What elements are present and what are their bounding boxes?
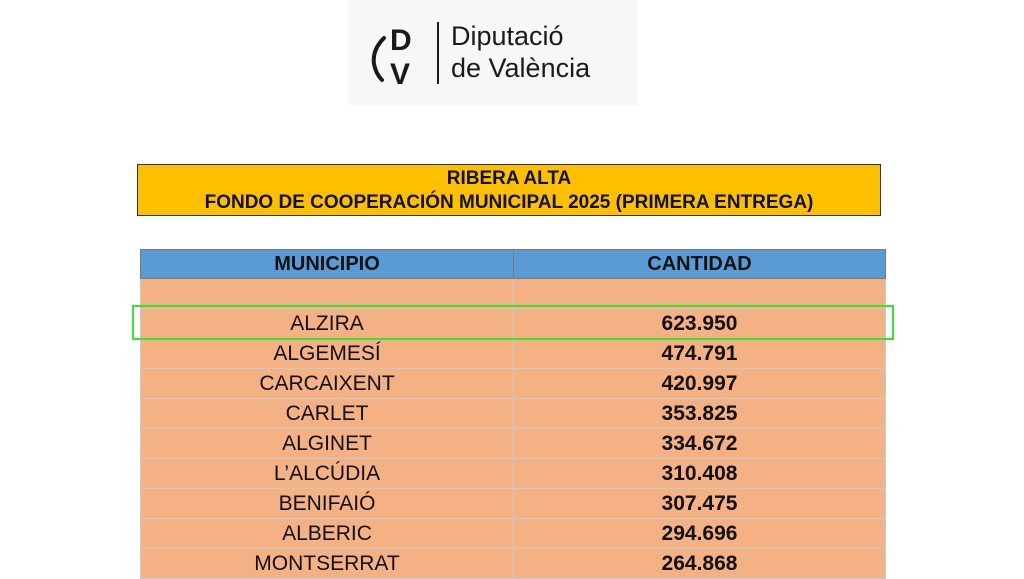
- cell-municipio: BENIFAIÓ: [141, 489, 514, 519]
- table-row: [141, 279, 886, 309]
- cell-municipio: CARCAIXENT: [141, 369, 514, 399]
- column-header-cantidad: CANTIDAD: [514, 250, 886, 279]
- cell-municipio: ALGINET: [141, 429, 514, 459]
- table-row: [141, 429, 886, 459]
- cell-cantidad: 334.672: [514, 429, 886, 459]
- table-row: [141, 549, 886, 579]
- document-title-box: [137, 164, 881, 216]
- cell-cantidad: [514, 279, 886, 309]
- table-row: [141, 339, 886, 369]
- table-header-row: [141, 250, 886, 279]
- cell-cantidad: 474.791: [514, 339, 886, 369]
- table-row: [141, 369, 886, 399]
- column-header-municipio: MUNICIPIO: [141, 250, 514, 279]
- cell-cantidad: 623.950: [514, 309, 886, 339]
- cell-municipio: ALBERIC: [141, 519, 514, 549]
- table-row: [141, 519, 886, 549]
- logo-line-1: Diputació: [451, 21, 564, 51]
- title-fund: FONDO DE COOPERACIÓN MUNICIPAL 2025 (PRIMERA ENTREGA): [204, 192, 814, 213]
- cell-municipio: ALGEMESÍ: [141, 339, 514, 369]
- allocation-table: [140, 249, 886, 579]
- cell-cantidad: 353.825: [514, 399, 886, 429]
- table-row: [141, 399, 886, 429]
- cell-municipio: [141, 279, 514, 309]
- cell-cantidad: 294.696: [514, 519, 886, 549]
- dv-logo-mark-icon: [370, 20, 432, 86]
- cell-municipio: CARLET: [141, 399, 514, 429]
- cell-municipio: MONTSERRAT: [141, 549, 514, 579]
- cell-municipio: ALZIRA: [141, 309, 514, 339]
- logo-line-2: de València: [451, 53, 591, 83]
- title-region: RIBERA ALTA: [446, 168, 572, 189]
- svg-text:V: V: [390, 58, 411, 86]
- logo-separator: [437, 22, 439, 84]
- svg-text:D: D: [390, 24, 412, 57]
- cell-cantidad: 307.475: [514, 489, 886, 519]
- cell-cantidad: 420.997: [514, 369, 886, 399]
- diputacio-logo: [348, 0, 638, 105]
- logo-wordmark: [451, 20, 590, 84]
- cell-cantidad: 264.868: [514, 549, 886, 579]
- table-row: [141, 459, 886, 489]
- cell-municipio: L’ALCÚDIA: [141, 459, 514, 489]
- table-row: [141, 489, 886, 519]
- table-row: [141, 309, 886, 339]
- cell-cantidad: 310.408: [514, 459, 886, 489]
